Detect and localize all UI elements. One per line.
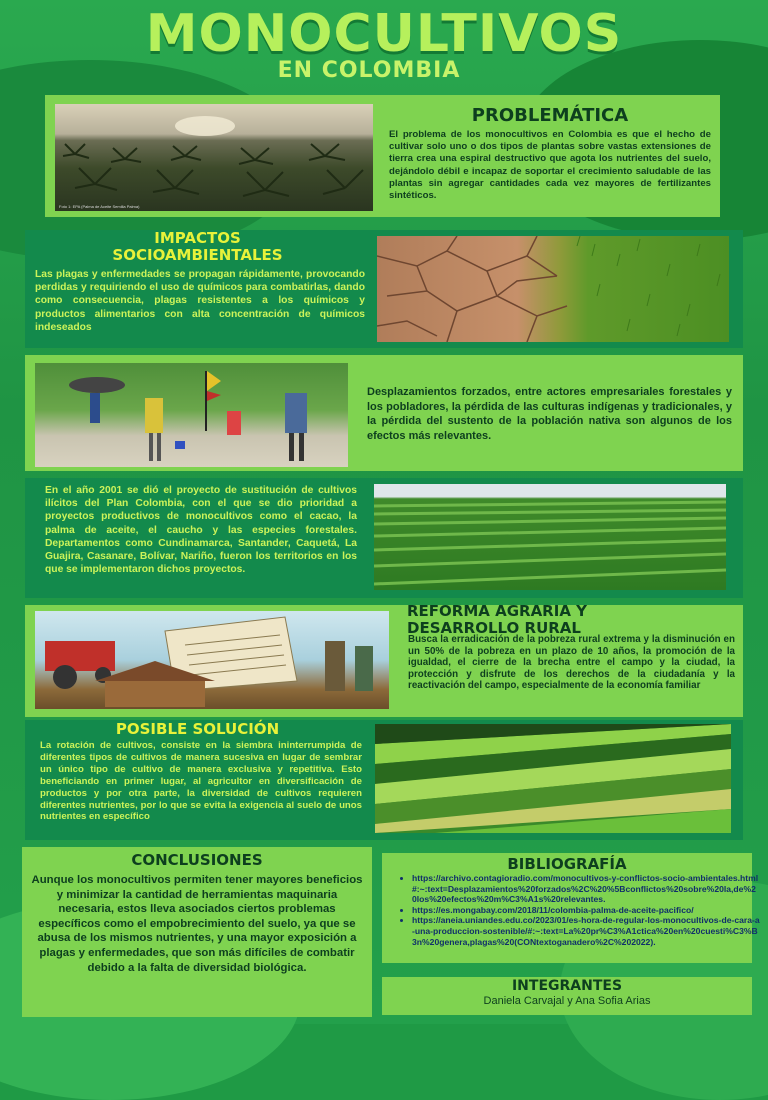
solucion-section bbox=[25, 720, 743, 840]
bibliografia-link[interactable]: • https://es.mongabay.com/2018/11/colombia-palma-de-aceite-pacifico/ bbox=[412, 905, 760, 916]
problematica-heading: PROBLEMÁTICA bbox=[471, 105, 629, 126]
dry-soil-grass-photo bbox=[377, 236, 729, 342]
agrarian-reform-illustration bbox=[35, 611, 389, 709]
solucion-text: La rotación de cultivos, consiste en la siembra ininterrumpida de diferentes tipos de cultivos de manera sucesiva en lugar de sembrar un único tipo de cultivo de manera exclusiva y repetitiva. Esto beneficiando en primer lugar, al agricultor en diversificación de productos y por otra parte, la diversidad de cultivos requieren diferentes nutrientes, por lo que se evita la exigencia al suelo de unos nutrientes en específico bbox=[40, 740, 362, 823]
problematica-section bbox=[45, 95, 720, 217]
reforma-heading-line2: DESARROLLO RURAL bbox=[407, 618, 581, 637]
palm-plantation-photo bbox=[55, 104, 373, 211]
crop-rows-illustration bbox=[374, 484, 726, 590]
walking-people-illustration bbox=[35, 363, 348, 467]
conclusiones-text: Aunque los monocultivos permiten tener mayores beneficios y minimizar la cantidad de herramientas maquinaria necesaria, estos lleva asociados ciertos problemas específicos como el empobrecimiento del suelo, ya que se abusa de los mismos nutrientes, y una mayor exposición a plagas y enfermedades, que son más difíciles de combatir debido a la falta de diversidad biológica. bbox=[31, 874, 363, 974]
reforma-section bbox=[25, 602, 743, 717]
crop-rotation-photo bbox=[375, 724, 731, 833]
bibliografia-link[interactable]: • https://aneia.uniandes.edu.co/2023/01/es-hora-de-regular-los-monocultivos-de-cara-a-una-produccion-sostenible/#:~:text=La%20pr%C3%A1ctica%20en%20cuesti%C3%B3n%20genera,plagas%20(CONtextoganadero%2C%202022). bbox=[412, 915, 760, 947]
impactos-section bbox=[25, 230, 743, 348]
integrantes-heading: INTEGRANTES bbox=[511, 978, 623, 994]
reforma-text: Busca la erradicación de la pobreza rural extrema y la disminución en un 50% de la pobreza en un plazo de 10 años, la promoción de la igualdad, el cierre de la brecha entre el campo y la ciudad, la protección y disfrute de los derechos de la ciudadanía y la reactivación del campo, especialmente de la economía familiar bbox=[408, 634, 735, 692]
displaced-people-photo bbox=[35, 363, 348, 467]
plan-colombia-text: En el año 2001 se dió el proyecto de sustitución de cultivos ilícitos del Plan Colombia, con el que se dio prioridad a proyectos productivos de monocultivos como el cacao, la palma de aceite, el caucho y las especies forestales. Departamentos como Cundinamarca, Santander, Caquetá, La Guajira, Casanare, Bolívar, Nariño, fueron los territorios en los que se implementaron dichos proyectos. bbox=[45, 485, 357, 576]
palm-rows-illustration bbox=[55, 104, 373, 211]
desplazamientos-text: Desplazamientos forzados, entre actores empresariales forestales y los pobladores, la pérdida de las culturas indígenas y tradicionales, y la pérdida del sustento de la población nativa son algunos de los efectos más relevantes. bbox=[367, 386, 732, 442]
crop-field-photo bbox=[374, 484, 726, 590]
desplazamientos-section bbox=[25, 355, 743, 471]
photo-caption: Foto 1: EPA (Palma de Aceite Semilla Palma) bbox=[59, 204, 140, 209]
impactos-text: Las plagas y enfermedades se propagan rápidamente, provocando perdidas y requiriendo el uso de químicos para combatirlas, dando como consecuencia, plagas resistentes a los químicos y productos alimentarios con alta concentración de químicos indeseados bbox=[35, 269, 365, 333]
impactos-heading-line1: IMPACTOS bbox=[154, 229, 241, 247]
bibliografia-link[interactable]: • https://archivo.contagioradio.com/monocultivos-y-conflictos-socio-ambientales.html#:~:text=Desplazamientos%20forzados%2C%20%5Bconflictos%20sobre%20la,de%20los%20efectos%20m%C3%A1s%20relevantes. bbox=[412, 873, 760, 905]
integrantes-section bbox=[382, 977, 752, 1015]
bibliografia-section bbox=[382, 853, 760, 963]
impactos-heading-line2: SOCIOAMBIENTALES bbox=[112, 246, 283, 264]
cracked-earth-illustration bbox=[377, 236, 729, 342]
poster-subtitle: EN COLOMBIA bbox=[277, 58, 461, 83]
integrantes-names: Daniela Carvajal y Ana Sofia Arias bbox=[483, 995, 651, 1007]
poster-title: MONOCULTIVOS bbox=[145, 4, 623, 64]
solucion-heading: POSIBLE SOLUCIÓN bbox=[115, 720, 280, 738]
conclusiones-section bbox=[22, 847, 372, 1017]
conclusiones-heading: CONCLUSIONES bbox=[131, 851, 263, 869]
problematica-text: El problema de los monocultivos en Colombia es que el hecho de cultivar solo uno o dos tipos de plantas sobre vastas extensiones de tierra crea una espiral destructivo que agota los nutrientes del suelo, dejándolo débil e incapaz de soportar el crecimiento saludable de las plantas sin agregar cantidades cada vez mayores de fertilizantes sintéticos. bbox=[389, 129, 711, 202]
reforma-heading bbox=[407, 603, 737, 636]
reform-scene-illustration bbox=[35, 611, 389, 709]
reforma-heading-line1: REFORMA AGRARIA Y bbox=[407, 602, 588, 620]
rotation-strips-illustration bbox=[375, 724, 731, 833]
plan-colombia-section bbox=[25, 478, 743, 598]
impactos-heading bbox=[25, 230, 370, 264]
bibliografia-heading: BIBLIOGRAFÍA bbox=[507, 855, 627, 873]
bibliografia-list bbox=[394, 873, 760, 947]
